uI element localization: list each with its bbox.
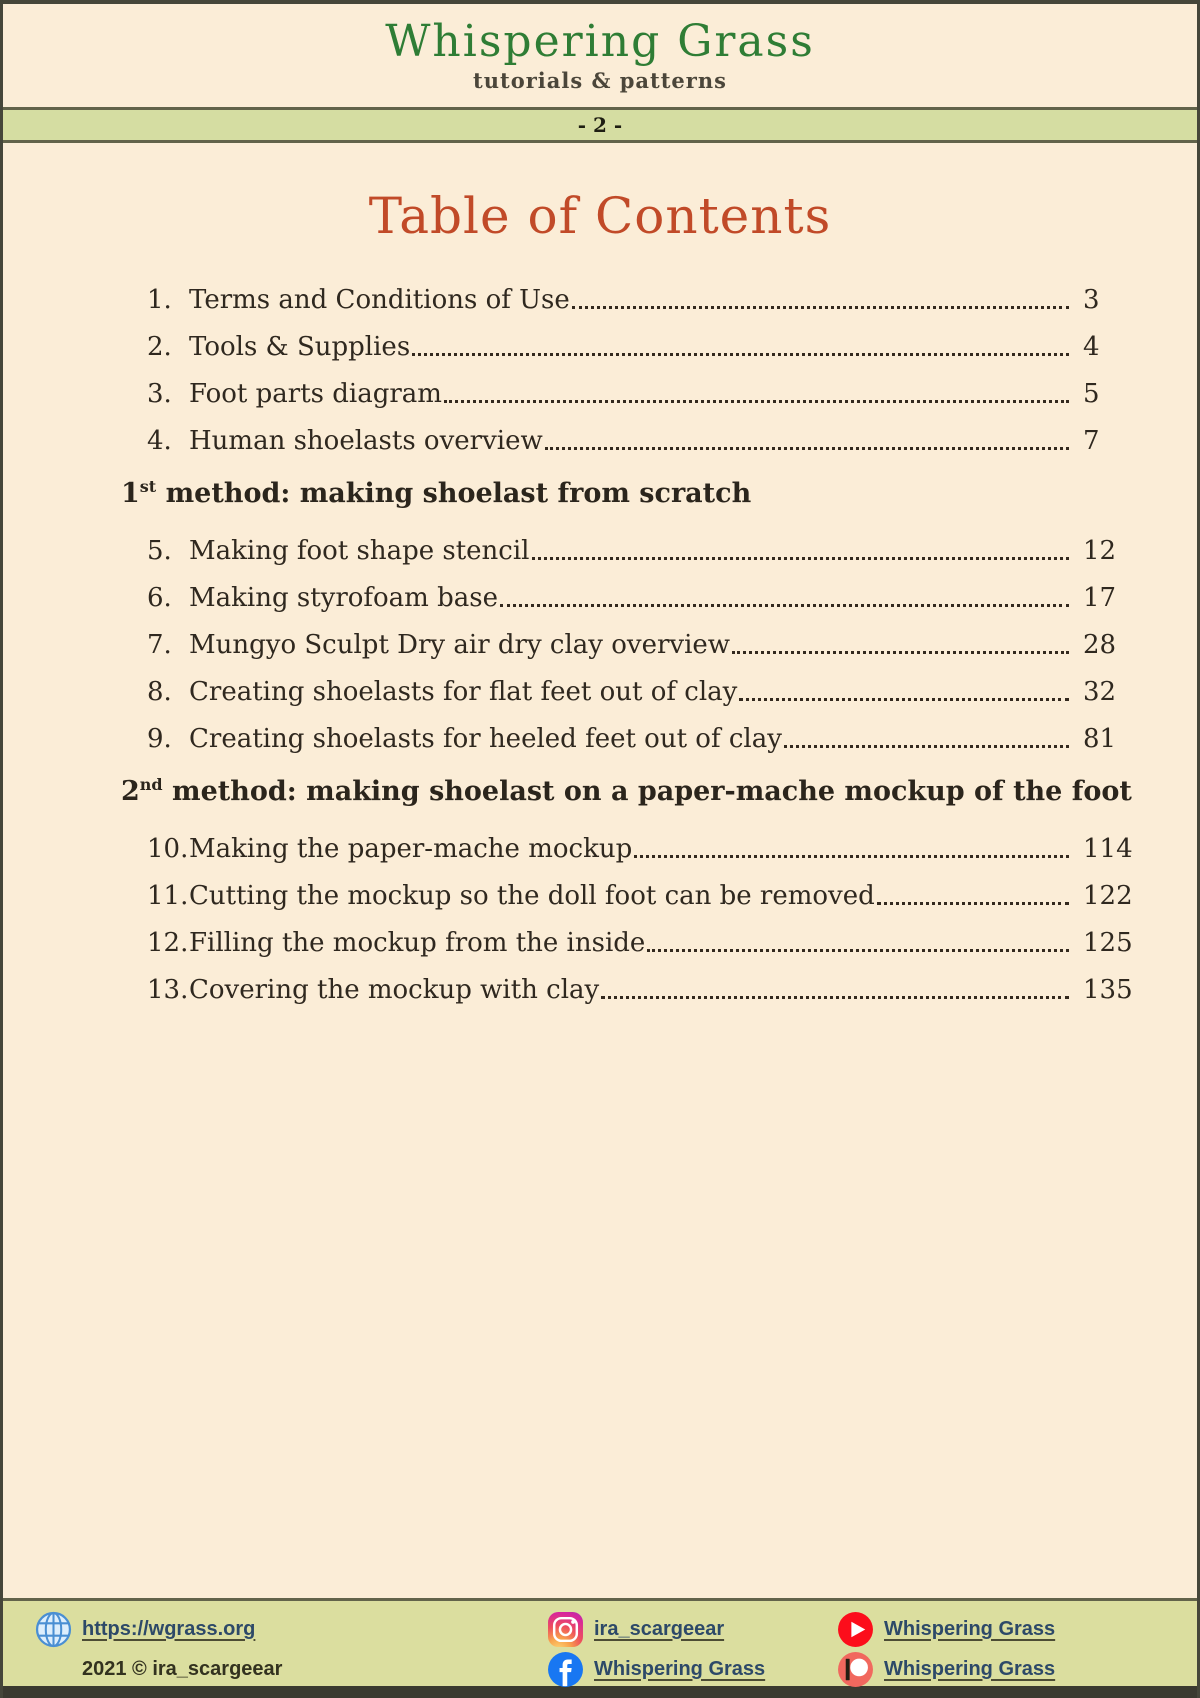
toc-entry-page: 5 — [1083, 379, 1100, 409]
toc-entry-number: 1. — [147, 285, 172, 315]
toc-entry — [121, 379, 1141, 410]
facebook-link[interactable]: Whispering Grass — [594, 1657, 766, 1680]
table-of-contents — [121, 285, 1141, 1006]
toc-entry-number: 12. — [147, 928, 189, 958]
toc-entry-page: 28 — [1083, 630, 1117, 660]
toc-entry-label: Filling the mockup from the inside — [189, 928, 646, 958]
section-title-text: method: making shoelast from scratch — [156, 478, 752, 509]
toc-entry-page: 125 — [1083, 928, 1133, 958]
section-title-text: method: making shoelast on a paper-mache mockup of the foot — [162, 776, 1132, 807]
toc-entry-page: 32 — [1083, 677, 1117, 707]
toc-entry-number: 13. — [147, 975, 189, 1005]
toc-entry — [121, 928, 1141, 959]
toc-entry — [121, 881, 1141, 912]
patreon-icon — [837, 1651, 874, 1688]
toc-entry-number: 11. — [147, 881, 189, 911]
footer-column-website — [35, 1609, 547, 1689]
toc-entry-page: 81 — [1083, 724, 1117, 754]
youtube-link[interactable]: Whispering Grass — [884, 1617, 1056, 1640]
toc-entry — [121, 332, 1141, 363]
toc-entry-label: Covering the mockup with clay — [189, 975, 600, 1005]
toc-section-heading-method-2 — [121, 775, 1141, 808]
dot-leader — [784, 745, 1069, 748]
toc-entry — [121, 536, 1141, 567]
toc-entry-number: 4. — [147, 426, 172, 456]
toc-entry-number: 9. — [147, 724, 172, 754]
toc-entry — [121, 724, 1141, 755]
dot-leader — [572, 306, 1069, 309]
footer-column-social-1 — [547, 1609, 837, 1689]
toc-entry-number: 8. — [147, 677, 172, 707]
facebook-icon — [547, 1651, 584, 1688]
toc-entry-label: Mungyo Sculpt Dry air dry clay overview — [189, 630, 731, 660]
toc-entry-number: 6. — [147, 583, 172, 613]
toc-entry-label: Creating shoelasts for flat feet out of clay — [189, 677, 738, 707]
section-ordinal: 1 — [121, 478, 140, 509]
toc-entry-page: 3 — [1083, 285, 1100, 315]
toc-entry-page: 114 — [1083, 834, 1133, 864]
toc-entry-label: Foot parts diagram — [189, 379, 442, 409]
toc-entry-number: 5. — [147, 536, 172, 566]
dot-leader — [601, 996, 1069, 999]
patreon-link[interactable]: Whispering Grass — [884, 1657, 1056, 1680]
toc-entry-page: 12 — [1083, 536, 1117, 566]
toc-entry-page: 122 — [1083, 881, 1133, 911]
section-ordinal: 2 — [121, 776, 140, 807]
toc-entry — [121, 426, 1141, 457]
section-ordinal-suffix: st — [139, 477, 157, 496]
footer-column-social-2 — [837, 1609, 1197, 1689]
youtube-link-row — [837, 1609, 1197, 1649]
page-number-band — [3, 107, 1197, 143]
dot-leader — [545, 447, 1069, 450]
toc-entry-number: 2. — [147, 332, 172, 362]
dot-leader — [500, 604, 1069, 607]
toc-entry-page: 4 — [1083, 332, 1100, 362]
toc-entry — [121, 630, 1141, 661]
website-link[interactable]: https://wgrass.org — [82, 1617, 256, 1640]
instagram-icon — [547, 1611, 584, 1648]
toc-entry-number: 3. — [147, 379, 172, 409]
brand-subtitle: tutorials & patterns — [473, 68, 727, 93]
page-footer — [3, 1598, 1197, 1698]
toc-entry-label: Terms and Conditions of Use — [189, 285, 570, 315]
toc-entry-label: Tools & Supplies — [189, 332, 411, 362]
toc-entry-label: Creating shoelasts for heeled feet out of clay — [189, 724, 782, 754]
toc-entry — [121, 583, 1141, 614]
toc-entry-number: 10. — [147, 834, 189, 864]
page-number: - 2 - — [577, 113, 623, 137]
facebook-link-row — [547, 1649, 837, 1689]
toc-entry-label: Making foot shape stencil — [189, 536, 530, 566]
instagram-link[interactable]: ira_scargeear — [594, 1617, 725, 1640]
dot-leader — [877, 902, 1069, 905]
dot-leader — [647, 949, 1069, 952]
toc-entry-label: Making the paper-mache mockup — [189, 834, 633, 864]
page-title: Table of Contents — [368, 187, 832, 245]
toc-section-heading-method-1 — [121, 477, 1141, 510]
youtube-icon — [837, 1611, 874, 1648]
copyright-text: 2021 © ira_scargeear — [82, 1657, 283, 1680]
toc-entry-label: Human shoelasts overview — [189, 426, 543, 456]
toc-entry — [121, 285, 1141, 316]
toc-entry-page: 17 — [1083, 583, 1117, 613]
website-link-row — [35, 1609, 547, 1649]
dot-leader — [732, 651, 1069, 654]
toc-entry-label: Making styrofoam base — [189, 583, 498, 613]
toc-entry-page: 135 — [1083, 975, 1133, 1005]
globe-icon — [35, 1611, 72, 1648]
instagram-link-row — [547, 1609, 837, 1649]
patreon-link-row — [837, 1649, 1197, 1689]
dot-leader — [532, 557, 1070, 560]
toc-entry-page: 7 — [1083, 426, 1100, 456]
toc-entry — [121, 677, 1141, 708]
dot-leader — [739, 698, 1069, 701]
dot-leader — [412, 353, 1069, 356]
toc-entry-number: 7. — [147, 630, 172, 660]
page-header — [3, 4, 1197, 107]
toc-entry-label: Cutting the mockup so the doll foot can be removed — [189, 881, 875, 911]
toc-entry — [121, 975, 1141, 1006]
toc-entry — [121, 834, 1141, 865]
brand-logo-text: Whispering Grass — [385, 16, 815, 67]
dot-leader — [444, 400, 1069, 403]
dot-leader — [634, 855, 1069, 858]
section-ordinal-suffix: nd — [139, 775, 163, 794]
